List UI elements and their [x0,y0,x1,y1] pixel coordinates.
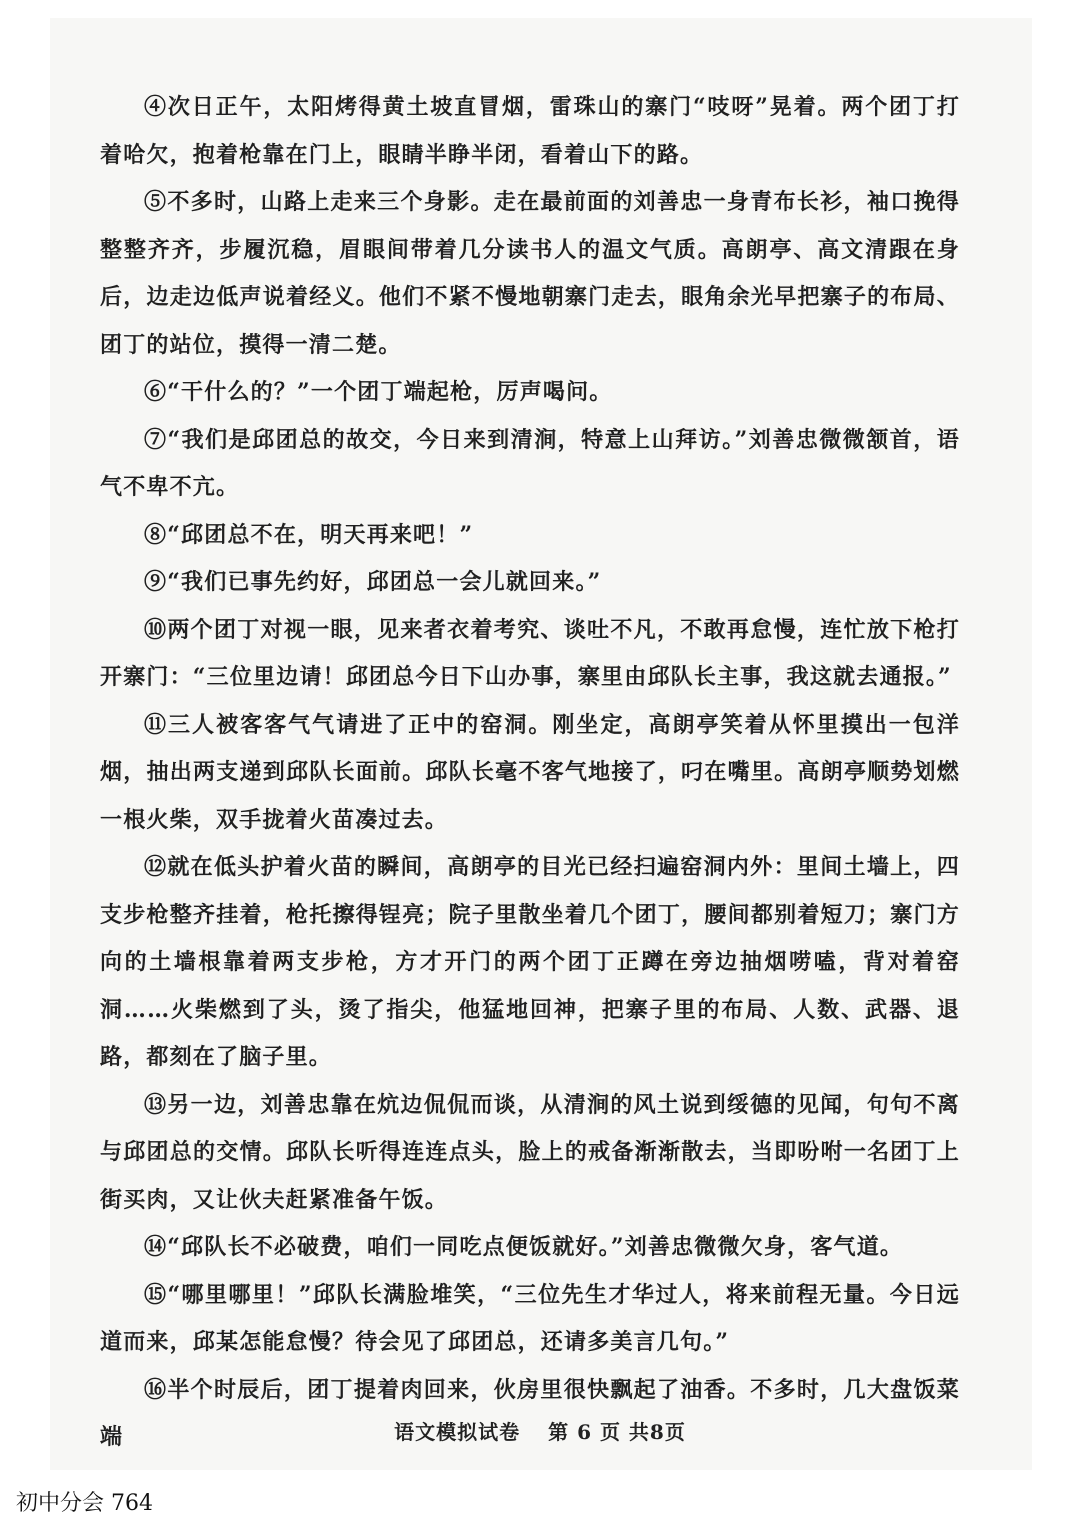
watermark-label: 初中分会 764 [16,1491,153,1516]
paragraph-15: ⑮“哪里哪里！”邱队长满脸堆笑，“三位先生才华过人，将来前程无量。今日远道而来，邱某怎能怠慢？待会见了邱团总，还请多美言几句。” [100,1281,960,1355]
paragraph-13: ⑬另一边，刘善忠靠在炕边侃侃而谈，从清涧的风土说到绥德的见闻，句句不离与邱团总的交情。邱队长听得连连点头，脸上的戒备渐渐散去，当即吩咐一名团丁上街买肉，又让伙夫赶紧准备午饭。 [100,1091,960,1213]
page-footer [0,1416,1080,1445]
exam-name: 语文模拟试卷 [394,1420,521,1444]
page-number: 第 6 页 共8页 [548,1420,686,1444]
paragraph-16: ⑯半个时辰后，团丁提着肉回来，伙房里很快飘起了油香。不多时，几大盘饭菜端 [100,1376,960,1450]
paragraph-6: ⑥“干什么的？”一个团丁端起枪，厉声喝问。 [144,379,613,405]
paragraph-14: ⑭“邱队长不必破费，咱们一同吃点便饭就好。”刘善忠微微欠身，客气道。 [144,1234,904,1260]
paragraph-5: ⑤不多时，山路上走来三个身影。走在最前面的刘善忠一身青布长衫，袖口挽得整整齐齐，步履沉稳，眉眼间带着几分读书人的温文气质。高朗亭、高文清跟在身后，边走边低声说着经义。他们不紧不慢地朝寨门走去，眼角余光早把寨子的布局、团丁的站位，摸得一清二楚。 [100,189,960,358]
paragraph-8: ⑧“邱团总不在，明天再来吧！” [144,521,474,548]
paragraph-4: ④次日正午，太阳烤得黄土坡直冒烟，雷珠山的寨门“吱呀”晃着。两个团丁打着哈欠，抱着枪靠在门上，眼睛半睁半闭，看着山下的路。 [100,94,960,168]
paragraph-11: ⑪三人被客客气气请进了正中的窑洞。刚坐定，高朗亭笑着从怀里摸出一包洋烟，抽出两支递到邱队长面前。邱队长毫不客气地接了，叼在嘴里。高朗亭顺势划燃一根火柴，双手拢着火苗凑过去。 [100,711,960,833]
paragraph-12: ⑫就在低头护着火苗的瞬间，高朗亭的目光已经扫遍窑洞内外：里间土墙上，四支步枪整齐挂着，枪托擦得锃亮；院子里散坐着几个团丁，腰间都别着短刀；寨门方向的土墙根靠着两支步枪，方才开门的两个团丁正蹲在旁边抽烟唠嗑，背对着窑洞……火柴燃到了头，烫了指尖，他猛地回神，把寨子里的布局、人数、武器、退路，都刻在了脑子里。 [100,854,960,1070]
article-body [100,84,960,1462]
paragraph-9: ⑨“我们已事先约好，邱团总一会儿就回来。” [144,569,602,595]
paragraph-10: ⑩两个团丁对视一眼，见来者衣着考究、谈吐不凡，不敢再怠慢，连忙放下枪打开寨门：“三位里边请！邱团总今日下山办事，寨里由邱队长主事，我这就去通报。” [100,616,960,690]
paragraph-7: ⑦“我们是邱团总的故交，今日来到清涧，特意上山拜访。”刘善忠微微颔首，语气不卑不亢。 [100,426,960,500]
